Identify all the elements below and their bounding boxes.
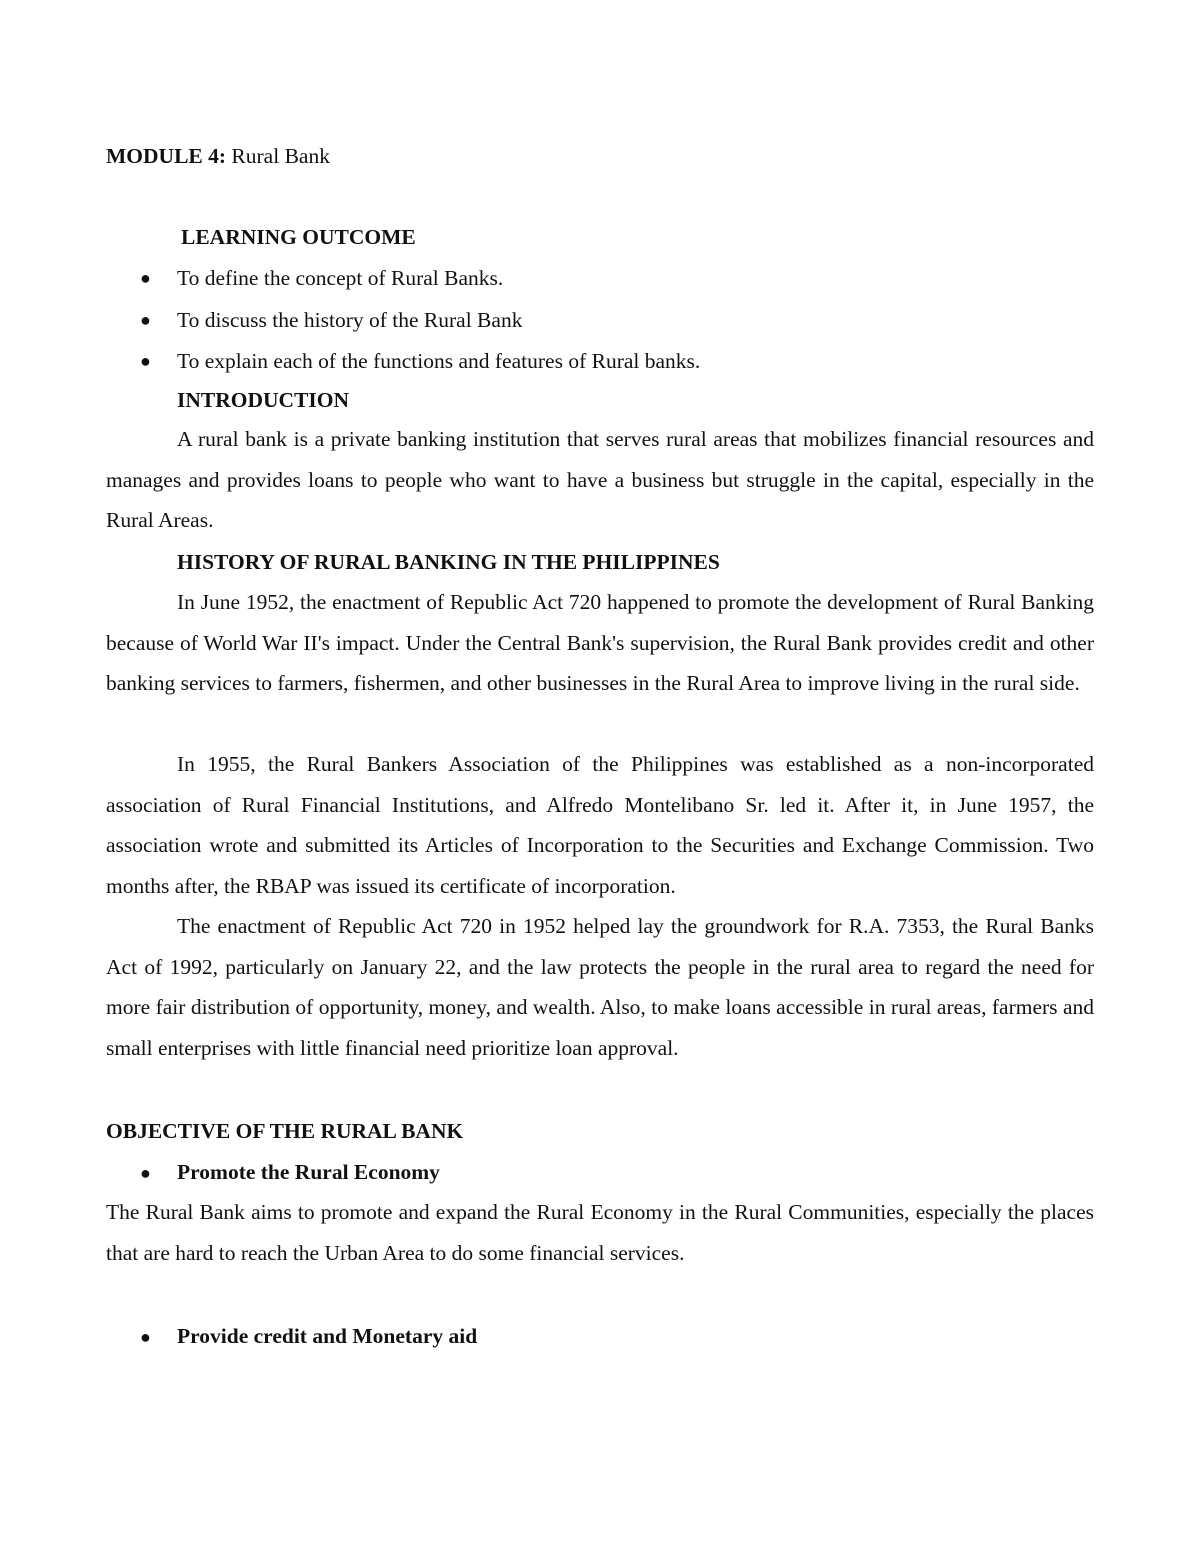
learning-outcome-item: To define the concept of Rural Banks. [177,266,504,290]
bullet-icon: ● [140,1163,151,1183]
history-paragraph: The enactment of Republic Act 720 in 1952 helped lay the groundwork for R.A. 7353, the Rural Banks Act of 1992, particularly on January 22, and the law protects the people in the rural area to regard the need for more fair distribution of opportunity, money, and wealth. Also, to make loans accessible in rural areas, farmers and small enterprises with little financial need prioritize loan approval. [106,914,1094,1060]
bullet-icon: ● [140,310,151,330]
bullet-icon: ● [140,351,151,371]
learning-outcome-item: To explain each of the functions and features of Rural banks. [177,349,701,373]
module-name: Rural Bank [231,144,330,168]
history-paragraph: In June 1952, the enactment of Republic Act 720 happened to promote the development of Rural Banking because of World War II's impact. Under the Central Bank's supervision, the Rural Bank provides credit and other banking services to farmers, fishermen, and other businesses in the Rural Area to improve living in the rural side. [106,590,1094,695]
module-title [106,144,330,169]
objective-item-body: The Rural Bank aims to promote and expand the Rural Economy in the Rural Communities, especially the places that are hard to reach the Urban Area to do some financial services. [106,1200,1094,1265]
objective-heading: OBJECTIVE OF THE RURAL BANK [106,1119,464,1143]
bullet-icon: ● [140,268,151,288]
introduction-body: A rural bank is a private banking institution that serves rural areas that mobilizes financial resources and manages and provides loans to people who want to have a business but struggle in the capital, especially in the Rural Areas. [106,427,1094,532]
introduction-heading: INTRODUCTION [177,388,350,412]
bullet-icon: ● [140,1327,151,1347]
module-label: MODULE 4: [106,144,227,168]
history-paragraph: In 1955, the Rural Bankers Association of the Philippines was established as a non-incorporated association of Rural Financial Institutions, and Alfredo Montelibano Sr. led it. After it, in June 1957, the association wrote and submitted its Articles of Incorporation to the Securities and Exchange Commission. Two months after, the RBAP was issued its certificate of incorporation. [106,752,1094,898]
objective-item-title: Promote the Rural Economy [177,1160,440,1184]
learning-outcome-heading: LEARNING OUTCOME [181,225,416,249]
learning-outcome-item: To discuss the history of the Rural Bank [177,308,523,332]
objective-item-title: Provide credit and Monetary aid [177,1324,478,1348]
history-heading: HISTORY OF RURAL BANKING IN THE PHILIPPINES [177,550,720,574]
